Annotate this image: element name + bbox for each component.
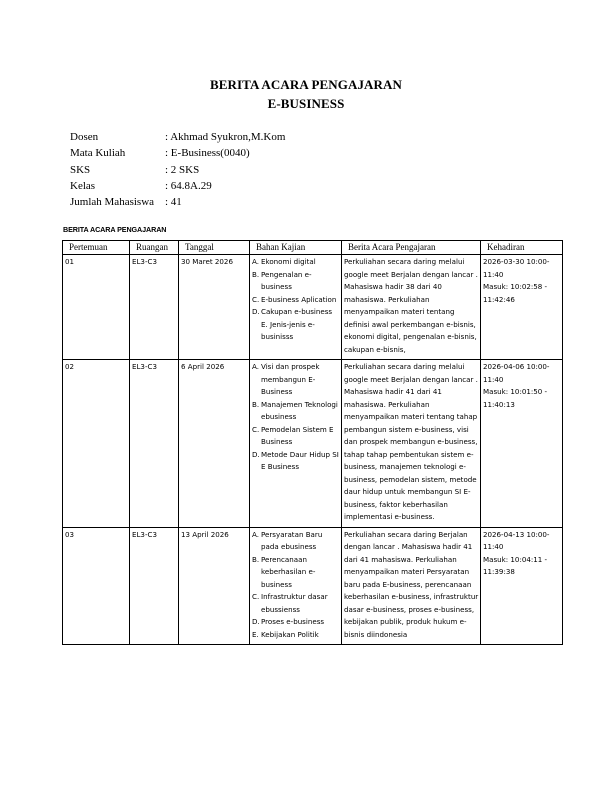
bahan-text: Ekonomi digital — [261, 257, 316, 266]
bahan-item — [252, 449, 340, 474]
cell-bahan-kajian — [250, 360, 342, 528]
bahan-text: Infrastruktur dasar ebussienss — [261, 592, 328, 614]
bahan-item — [252, 424, 340, 449]
cell-tanggal: 30 Maret 2026 — [179, 255, 250, 360]
document-subtitle: E-BUSINESS — [267, 96, 345, 111]
bahan-text: Persyaratan Baru pada ebusiness — [261, 529, 323, 551]
bahan-item — [252, 529, 340, 554]
info-row-kelas — [70, 178, 285, 194]
bahan-item — [252, 294, 340, 307]
cell-tanggal: 13 April 2026 — [179, 527, 250, 645]
table-row — [63, 527, 563, 645]
header-kehadiran: Kehadiran — [481, 241, 563, 255]
bahan-text: E-business Aplication — [261, 294, 337, 304]
header-bahan-kajian: Bahan Kajian — [250, 241, 342, 255]
info-value: : 2 SKS — [165, 163, 200, 176]
info-value: : 64.8A.29 — [165, 179, 212, 192]
cell-berita-acara: Perkuliahan secara daring Berjalan dengan lancar . Mahasiswa hadir 41 dari 41 mahasiswa. Perkuliahan menyampaikan materi Persyaratan baru pada E-business, perencanaan keberhasilan e-business, infrastruktur dasar e-business, proses e-business, kebijakan publik, produk hukum e-bisnis diindonesia — [342, 527, 481, 645]
bahan-item — [252, 361, 340, 399]
bahan-item — [252, 554, 340, 592]
header-berita-acara: Berita Acara Pengajaran — [342, 241, 481, 255]
kehadiran-jadwal: 2026-04-13 10:00-11:40 — [483, 529, 550, 551]
info-value: : E-Business(0040) — [165, 147, 250, 160]
header-pertemuan: Pertemuan — [63, 241, 130, 255]
info-value: : 41 — [165, 196, 182, 209]
bahan-letter: B. — [252, 554, 260, 564]
bahan-text: Metode Daur Hidup SI E Business — [261, 449, 339, 471]
cell-berita-acara: Perkuliahan secara daring melalui google meet Berjalan dengan lancar . Mahasiswa hadir 41 dari 41 mahasiswa. Perkuliahan menyampaikan materi tentang tahap pembangun sistem e-business, visi dan prospek membangun e-business, tahap tahap pembentukan sistem e-business, manajemen teknologi e-business, pemodelan sistem, metode daur hidup untuk membangun SI E-business, faktor keberhasilan implementasi e-business. — [342, 360, 481, 528]
header-tanggal: Tanggal — [179, 241, 250, 255]
cell-berita-acara: Perkuliahan secara daring melalui google meet Berjalan dengan lancar . Mahasiswa hadir 38 dari 40 mahasiswa. Perkuliahan menyampaikan materi tentang definisi awal perkembangan e-bisnis, ekonomi digital, pengenalan e-bisnis, cakupan e-bisnis, — [342, 255, 481, 360]
bahan-item — [252, 256, 340, 269]
bahan-item — [252, 399, 340, 424]
table-row — [63, 255, 563, 360]
bahan-letter: C. — [252, 294, 260, 304]
cell-pertemuan: 03 — [63, 527, 130, 645]
bahan-item — [252, 629, 340, 642]
kehadiran-masuk: Masuk: 10:01:50 - 11:40:13 — [483, 387, 548, 409]
bahan-text: Pemodelan Sistem E Business — [261, 424, 334, 446]
table-row — [63, 360, 563, 528]
bahan-letter: C. — [252, 592, 260, 601]
section-label: BERITA ACARA PENGAJARAN — [63, 225, 167, 234]
cell-bahan-kajian — [250, 255, 342, 360]
bahan-letter: B. — [252, 399, 260, 409]
bahan-item — [252, 616, 340, 629]
info-row-jumlah-mahasiswa — [70, 194, 285, 210]
kehadiran-masuk: Masuk: 10:02:58 - 11:42:46 — [483, 282, 548, 304]
info-label: Dosen — [70, 131, 99, 143]
bahan-text: Visi dan prospek membangun E-Business — [261, 362, 320, 396]
info-label: Mata Kuliah — [70, 147, 126, 160]
cell-kehadiran — [481, 255, 563, 360]
info-row-mata-kuliah — [70, 145, 285, 161]
cell-ruangan: EL3-C3 — [130, 527, 179, 645]
bahan-letter: B. — [252, 269, 260, 279]
info-row-dosen — [70, 129, 285, 145]
cell-pertemuan: 02 — [63, 360, 130, 528]
cell-kehadiran — [481, 360, 563, 528]
teaching-record-table — [62, 240, 563, 645]
cell-ruangan: EL3-C3 — [130, 255, 179, 360]
bahan-text: Manajemen Teknologi ebusiness — [261, 399, 338, 421]
bahan-text: Kebijakan Politik — [261, 629, 319, 639]
cell-bahan-kajian — [250, 527, 342, 645]
bahan-letter: D. — [252, 617, 260, 626]
bahan-text: Pengenalan e-business — [261, 269, 312, 291]
bahan-item — [252, 269, 340, 294]
bahan-letter: C. — [252, 424, 260, 434]
bahan-text: Cakupan e-business E. Jenis-jenis e-businisss — [261, 307, 333, 341]
info-label: Kelas — [70, 179, 96, 192]
cell-tanggal: 6 April 2026 — [179, 360, 250, 528]
bahan-text: Proses e-business — [261, 617, 325, 626]
bahan-item — [252, 591, 340, 616]
bahan-text: Perencanaan keberhasilan e-business — [261, 554, 316, 589]
document-title: BERITA ACARA PENGAJARAN — [209, 77, 403, 92]
info-label: Jumlah Mahasiswa — [70, 196, 155, 209]
cell-ruangan: EL3-C3 — [130, 360, 179, 528]
info-label: SKS — [70, 163, 91, 176]
info-row-sks — [70, 162, 285, 178]
cell-kehadiran — [481, 527, 563, 645]
kehadiran-jadwal: 2026-03-30 10:00-11:40 — [483, 257, 550, 279]
table-header-row — [63, 241, 563, 255]
bahan-letter: A. — [252, 529, 259, 539]
bahan-letter: A. — [252, 257, 259, 266]
info-value: : Akhmad Syukron,M.Kom — [165, 131, 286, 143]
bahan-letter: A. — [252, 362, 259, 371]
kehadiran-jadwal: 2026-04-06 10:00-11:40 — [483, 362, 550, 384]
bahan-letter: D. — [252, 449, 260, 459]
cell-pertemuan: 01 — [63, 255, 130, 360]
header-ruangan: Ruangan — [130, 241, 179, 255]
bahan-letter: D. — [252, 307, 260, 316]
bahan-item — [252, 306, 340, 344]
course-info — [70, 129, 285, 210]
bahan-letter: E. — [252, 629, 259, 639]
kehadiran-masuk: Masuk: 10:04:11 - 11:39:38 — [483, 554, 548, 576]
